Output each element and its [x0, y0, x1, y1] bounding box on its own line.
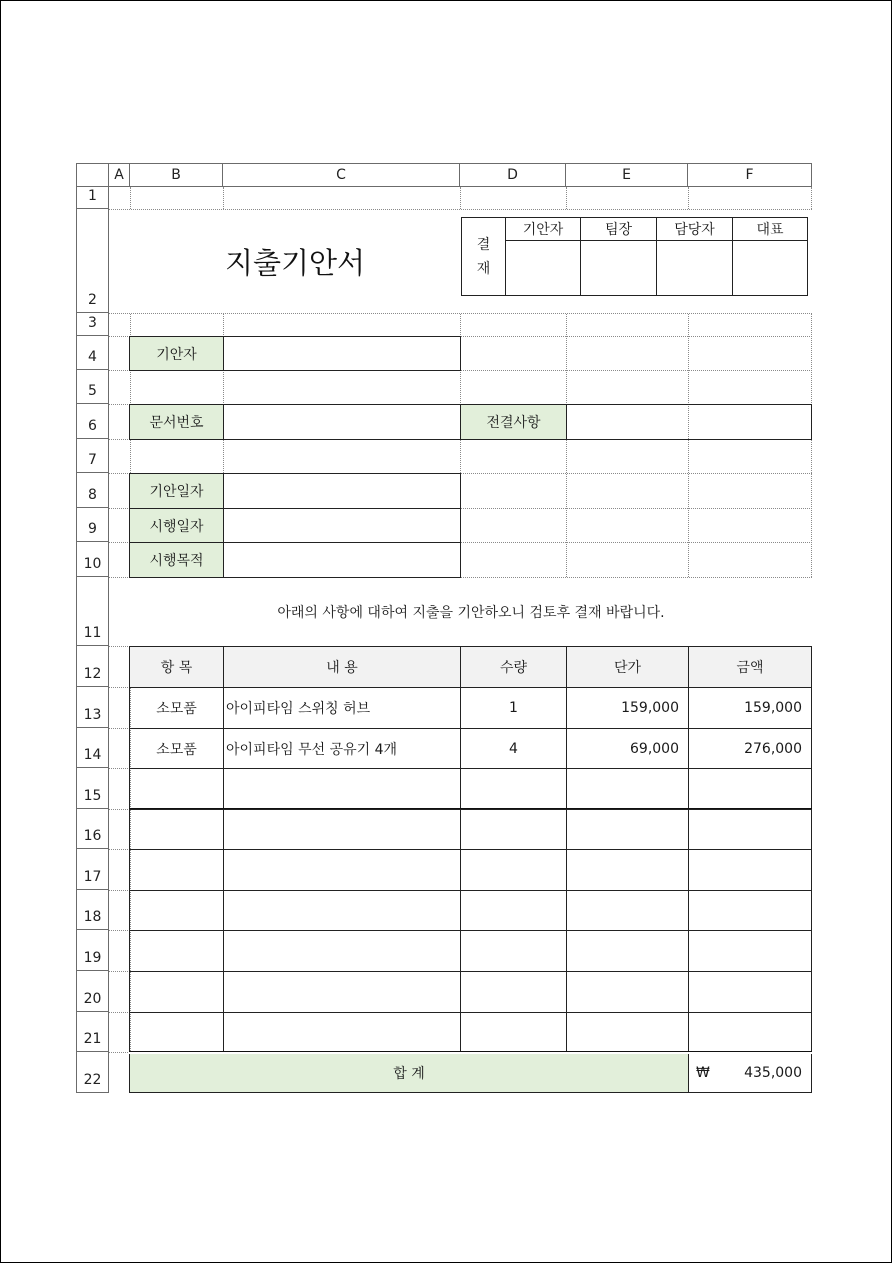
row-header-22[interactable]: 22 — [76, 1052, 109, 1093]
currency-symbol: ₩ — [696, 1065, 710, 1081]
row-header-17[interactable]: 17 — [76, 849, 109, 890]
row-header-12[interactable]: 12 — [76, 646, 109, 687]
empty-cell[interactable] — [223, 768, 461, 810]
row-header-5[interactable]: 5 — [76, 370, 109, 404]
empty-cell[interactable] — [129, 930, 224, 972]
exec-purpose-label: 시행목적 — [129, 542, 224, 578]
row-header-1[interactable]: 1 — [76, 187, 109, 209]
row-header-7[interactable]: 7 — [76, 439, 109, 473]
empty-cell[interactable] — [460, 930, 567, 972]
row-header-11[interactable]: 11 — [76, 577, 109, 646]
gridline-h — [109, 313, 812, 314]
drafter-value[interactable] — [223, 336, 461, 371]
empty-cell[interactable] — [688, 1012, 812, 1053]
gridline-h — [109, 890, 130, 891]
empty-cell[interactable] — [223, 930, 461, 972]
total-label: 합 계 — [129, 1054, 689, 1093]
approval-sign-ceo[interactable] — [732, 240, 808, 296]
row-header-19[interactable]: 19 — [76, 930, 109, 971]
empty-cell[interactable] — [460, 768, 567, 810]
empty-cell[interactable] — [129, 971, 224, 1013]
row-header-2[interactable]: 2 — [76, 209, 109, 313]
gridline-h — [109, 930, 130, 931]
column-header-c[interactable]: C — [223, 163, 460, 187]
empty-cell[interactable] — [129, 768, 224, 810]
select-all-corner[interactable] — [76, 163, 109, 187]
spreadsheet — [76, 163, 812, 1093]
draft-date-value[interactable] — [223, 473, 461, 509]
exec-date-label: 시행일자 — [129, 508, 224, 543]
final-approval-label: 전결사항 — [460, 404, 567, 440]
empty-cell[interactable] — [688, 930, 812, 972]
row2-content[interactable]: 아이피타임 무선 공유기 4개 — [223, 728, 461, 769]
row1-qty[interactable]: 1 — [460, 687, 567, 729]
row1-unit-price[interactable]: 159,000 — [566, 687, 689, 729]
empty-cell[interactable] — [688, 849, 812, 891]
empty-cell[interactable] — [460, 809, 567, 850]
row-header-3[interactable]: 3 — [76, 313, 109, 336]
empty-cell[interactable] — [566, 890, 689, 931]
approval-role-team-lead: 팀장 — [580, 217, 657, 241]
row-header-4[interactable]: 4 — [76, 336, 109, 370]
row2-item[interactable]: 소모품 — [129, 728, 224, 769]
empty-cell[interactable] — [688, 890, 812, 931]
gridline-h — [109, 971, 130, 972]
gridline-h — [109, 849, 130, 850]
row-header-6[interactable]: 6 — [76, 404, 109, 439]
approval-role-ceo: 대표 — [732, 217, 808, 241]
empty-cell[interactable] — [566, 768, 689, 810]
row-header-21[interactable]: 21 — [76, 1012, 109, 1052]
empty-cell[interactable] — [129, 1012, 224, 1053]
table-header-item: 항 목 — [129, 646, 224, 688]
empty-cell[interactable] — [223, 1012, 461, 1053]
empty-cell[interactable] — [460, 971, 567, 1013]
column-header-a[interactable]: A — [109, 163, 130, 187]
approval-sign-team-lead[interactable] — [580, 240, 657, 296]
row-header-13[interactable]: 13 — [76, 687, 109, 728]
empty-cell[interactable] — [223, 971, 461, 1013]
empty-cell[interactable] — [460, 849, 567, 891]
draft-date-label: 기안일자 — [129, 473, 224, 509]
row1-amount[interactable]: 159,000 — [688, 687, 812, 729]
empty-cell[interactable] — [688, 768, 812, 810]
exec-purpose-value[interactable] — [223, 542, 461, 578]
empty-cell[interactable] — [566, 849, 689, 891]
doc-number-label: 문서번호 — [129, 404, 224, 440]
gridline-h — [109, 1012, 130, 1013]
empty-cell[interactable] — [223, 809, 461, 850]
empty-cell[interactable] — [129, 890, 224, 931]
table-header-amount: 금액 — [688, 646, 812, 688]
table-header-content: 내 용 — [223, 646, 461, 688]
approval-sign-drafter[interactable] — [505, 240, 581, 296]
row-header-8[interactable]: 8 — [76, 473, 109, 508]
row1-item[interactable]: 소모품 — [129, 687, 224, 729]
row2-unit-price[interactable]: 69,000 — [566, 728, 689, 769]
document-title: 지출기안서 — [130, 210, 460, 313]
row-header-16[interactable]: 16 — [76, 809, 109, 849]
row2-amount[interactable]: 276,000 — [688, 728, 812, 769]
approval-role-manager: 담당자 — [656, 217, 733, 241]
empty-cell[interactable] — [566, 971, 689, 1013]
gridline-h — [109, 728, 130, 729]
row-header-9[interactable]: 9 — [76, 508, 109, 542]
doc-number-value[interactable] — [223, 404, 461, 440]
table-header-unit-price: 단가 — [566, 646, 689, 688]
drafter-label: 기안자 — [129, 336, 224, 371]
approval-sign-manager[interactable] — [656, 240, 733, 296]
empty-cell[interactable] — [566, 809, 689, 850]
empty-cell[interactable] — [460, 1012, 567, 1053]
row-header-18[interactable]: 18 — [76, 890, 109, 930]
column-header-e[interactable]: E — [566, 163, 688, 187]
empty-cell[interactable] — [129, 849, 224, 891]
column-header-f[interactable]: F — [688, 163, 812, 187]
total-value: 435,000 — [744, 1065, 802, 1081]
row2-qty[interactable]: 4 — [460, 728, 567, 769]
approval-role-drafter: 기안자 — [505, 217, 581, 241]
empty-cell[interactable] — [566, 930, 689, 972]
gridline-h — [109, 809, 130, 810]
approval-label: 결 재 — [461, 217, 506, 296]
table-header-qty: 수량 — [460, 646, 567, 688]
empty-cell[interactable] — [688, 809, 812, 850]
empty-cell[interactable] — [460, 890, 567, 931]
row-header-20[interactable]: 20 — [76, 971, 109, 1012]
empty-cell[interactable] — [223, 890, 461, 931]
gridline-h — [109, 687, 130, 688]
column-header-d[interactable]: D — [460, 163, 566, 187]
empty-cell[interactable] — [688, 971, 812, 1013]
row1-content[interactable]: 아이피타임 스위칭 허브 — [223, 687, 461, 729]
total-cell[interactable] — [688, 1054, 812, 1093]
column-header-b[interactable]: B — [130, 163, 223, 187]
exec-date-value[interactable] — [223, 508, 461, 543]
row-header-10[interactable]: 10 — [76, 542, 109, 577]
gridline-h — [109, 768, 130, 769]
empty-cell[interactable] — [566, 1012, 689, 1053]
empty-cell[interactable] — [223, 849, 461, 891]
gridline-h — [109, 1052, 130, 1053]
row-header-15[interactable]: 15 — [76, 768, 109, 809]
final-approval-value[interactable] — [566, 404, 812, 440]
notice-text: 아래의 사항에 대하여 지출을 기안하오니 검토후 결재 바랍니다. — [130, 578, 812, 645]
row-header-14[interactable]: 14 — [76, 728, 109, 768]
empty-cell[interactable] — [129, 809, 224, 850]
